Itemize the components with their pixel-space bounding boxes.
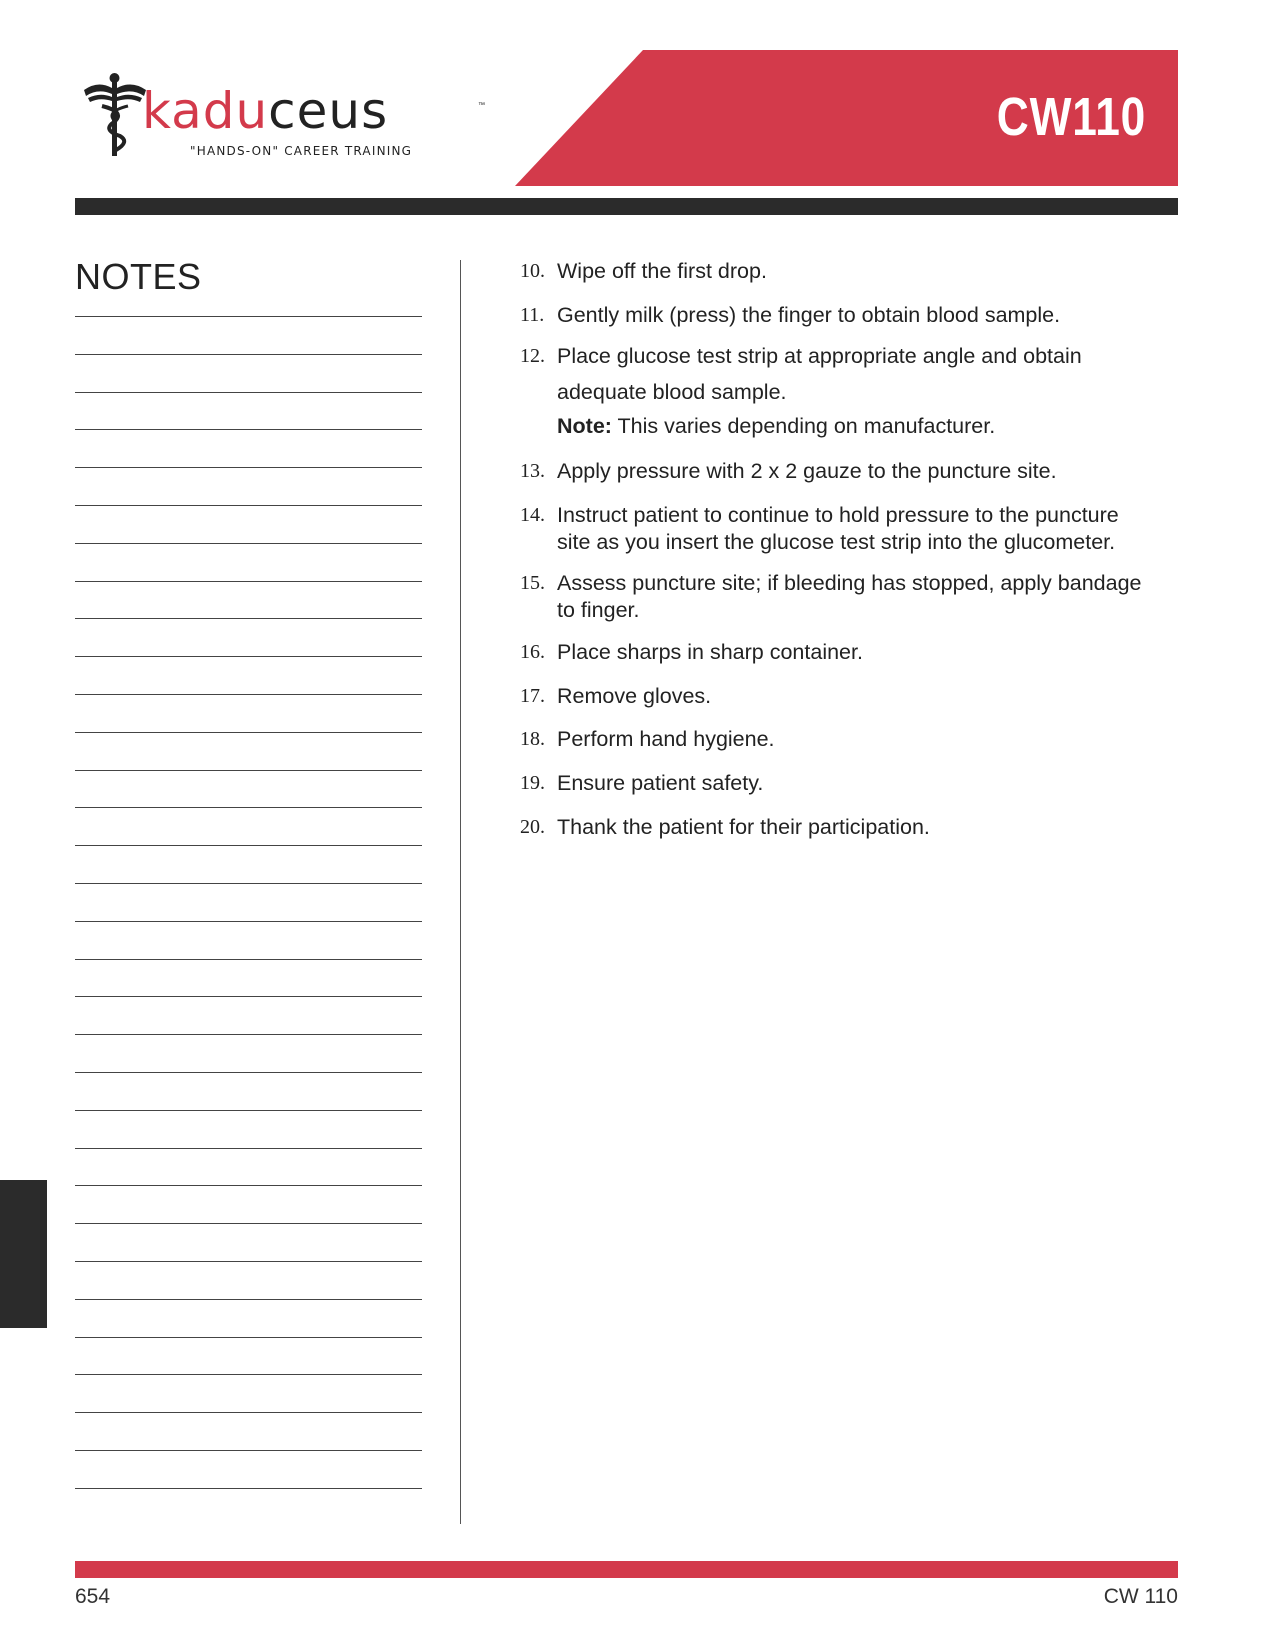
note-line xyxy=(75,1450,422,1451)
note-line xyxy=(75,618,422,619)
step-number: 14. xyxy=(520,504,545,526)
step-text: Thank the patient for their participation. xyxy=(557,815,930,839)
step-number: 18. xyxy=(520,728,545,750)
step-number: 20. xyxy=(520,816,545,838)
wordmark-dark-part: ceus xyxy=(268,82,389,140)
logo-tagline: "HANDS-ON" CAREER TRAINING xyxy=(190,144,413,158)
note-line xyxy=(75,1374,422,1375)
note-line xyxy=(75,770,422,771)
step-text xyxy=(557,502,1160,556)
list-item xyxy=(520,726,1160,753)
step-text-line: Place glucose test strip at appropriate angle and obtain xyxy=(557,344,1082,368)
course-code-banner xyxy=(515,50,1178,186)
note-line xyxy=(75,883,422,884)
step-number: 17. xyxy=(520,685,545,707)
step-text: Ensure patient safety. xyxy=(557,771,764,795)
note-line xyxy=(75,1034,422,1035)
notes-title: NOTES xyxy=(75,256,202,297)
list-item xyxy=(520,258,1160,285)
step-text: Gently milk (press) the finger to obtain blood sample. xyxy=(557,303,1061,327)
note-line xyxy=(75,505,422,506)
note-line xyxy=(75,732,422,733)
note-line xyxy=(75,467,422,468)
footer-divider-bar xyxy=(75,1561,1178,1578)
note-text: This varies depending on manufacturer. xyxy=(617,414,996,438)
step-text-line: to finger. xyxy=(557,598,640,622)
list-item xyxy=(520,814,1160,841)
kaduceus-logo xyxy=(80,72,500,162)
step-note xyxy=(557,414,995,439)
step-text: Wipe off the first drop. xyxy=(557,259,767,283)
step-number: 16. xyxy=(520,641,545,663)
note-line xyxy=(75,845,422,846)
note-line xyxy=(75,1072,422,1073)
page-number: 654 xyxy=(75,1585,111,1608)
note-line xyxy=(75,581,422,582)
note-line xyxy=(75,996,422,997)
step-number: 19. xyxy=(520,772,545,794)
list-item xyxy=(520,502,1160,556)
note-line xyxy=(75,1185,422,1186)
note-line xyxy=(75,1488,422,1489)
step-text-line: Assess puncture site; if bleeding has stopped, apply bandage xyxy=(557,571,1142,595)
trademark-symbol: ™ xyxy=(478,102,485,109)
list-item xyxy=(520,302,1160,329)
note-line xyxy=(75,354,422,355)
step-number: 10. xyxy=(520,260,545,282)
course-code-title: CW110 xyxy=(996,87,1146,147)
step-number: 11. xyxy=(520,304,545,326)
step-text: Apply pressure with 2 x 2 gauze to the puncture site. xyxy=(557,459,1057,483)
note-line xyxy=(75,1299,422,1300)
note-line xyxy=(75,1412,422,1413)
step-text-line: Instruct patient to continue to hold pressure to the puncture xyxy=(557,503,1119,527)
chapter-side-tab xyxy=(0,1180,47,1328)
step-text: Place sharps in sharp container. xyxy=(557,640,863,664)
step-text xyxy=(557,343,1160,406)
note-line xyxy=(75,694,422,695)
note-label: Note: xyxy=(557,414,612,438)
step-text: Remove gloves. xyxy=(557,684,712,708)
note-line xyxy=(75,1261,422,1262)
step-text-line: site as you insert the glucose test strip into the glucometer. xyxy=(557,530,1116,554)
list-item xyxy=(520,639,1160,666)
note-line xyxy=(75,429,422,430)
wordmark-red-part: kadu xyxy=(142,82,269,140)
step-text-line: adequate blood sample. xyxy=(557,380,787,404)
logo-wordmark xyxy=(142,82,389,140)
note-line xyxy=(75,1223,422,1224)
note-line xyxy=(75,392,422,393)
step-number: 15. xyxy=(520,572,545,594)
note-line xyxy=(75,543,422,544)
list-item xyxy=(520,570,1160,624)
step-text: Perform hand hygiene. xyxy=(557,727,775,751)
step-number: 12. xyxy=(520,345,545,367)
note-line xyxy=(75,959,422,960)
note-line xyxy=(75,807,422,808)
note-line xyxy=(75,921,422,922)
list-item xyxy=(520,770,1160,797)
note-line xyxy=(75,656,422,657)
list-item xyxy=(520,343,1160,406)
step-number: 13. xyxy=(520,460,545,482)
note-line xyxy=(75,1148,422,1149)
list-item xyxy=(520,458,1160,485)
caduceus-icon xyxy=(80,72,150,160)
note-line xyxy=(75,316,422,317)
list-item xyxy=(520,683,1160,710)
step-text xyxy=(557,570,1160,624)
note-line xyxy=(75,1110,422,1111)
note-line xyxy=(75,1337,422,1338)
header-divider-bar xyxy=(75,198,1178,215)
column-divider xyxy=(460,260,461,1524)
footer-course-code: CW 110 xyxy=(1103,1585,1178,1608)
